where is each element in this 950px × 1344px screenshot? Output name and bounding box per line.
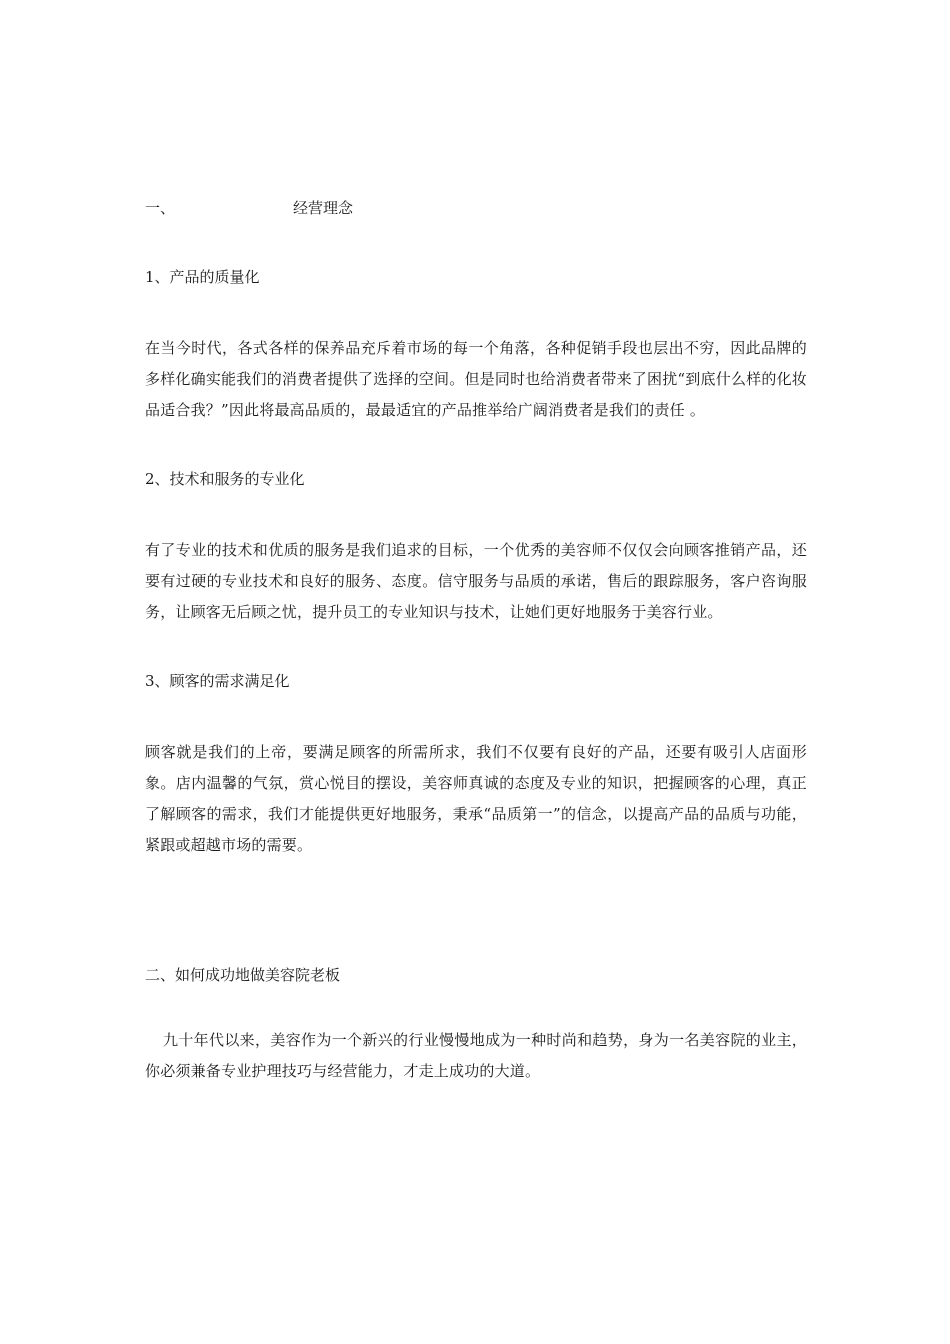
section-heading-1 [145,196,807,220]
section-number: 一、 [145,199,176,217]
paragraph-quality: 在当今时代，各式各样的保养品充斥着市场的每一个角落，各种促销手段也层出不穷，因此品牌的多样化确实能我们的消费者提供了选择的空间。但是同时也给消费者带来了困扰“到底什么样的化妆品适合我？”因此将最高品质的，最最适宜的产品推举给广阔消费者是我们的责任 。 [145,339,807,419]
section-heading-2: 二、如何成功地做美容院老板 [145,966,341,984]
document-body [145,196,807,1087]
subheading-customer: 3、顾客的需求满足化 [145,672,290,690]
subheading-quality: 1、产品的质量化 [145,268,260,286]
subheading-service: 2、技术和服务的专业化 [145,470,305,488]
paragraph-service: 有了专业的技术和优质的服务是我们追求的目标，一个优秀的美容师不仅仅会向顾客推销产品，还要有过硬的专业技术和良好的服务、态度。信守服务与品质的承诺，售后的跟踪服务，客户咨询服务，让顾客无后顾之忧，提升员工的专业知识与技术，让她们更好地服务于美容行业。 [145,541,807,621]
section-title: 经营理念 [293,199,354,217]
paragraph-section-2: 九十年代以来，美容作为一个新兴的行业慢慢地成为一种时尚和趋势，身为一名美容院的业主，你必须兼备专业护理技巧与经营能力，才走上成功的大道。 [145,1031,807,1080]
paragraph-customer: 顾客就是我们的上帝，要满足顾客的所需所求，我们不仅要有良好的产品，还要有吸引人店面形象。店内温馨的气氛，赏心悦目的摆设，美容师真诚的态度及专业的知识，把握顾客的心理，真正了解顾客的需求，我们才能提供更好地服务，秉承“品质第一”的信念，以提高产品的品质与功能，紧跟或超越市场的需要。 [145,743,807,854]
